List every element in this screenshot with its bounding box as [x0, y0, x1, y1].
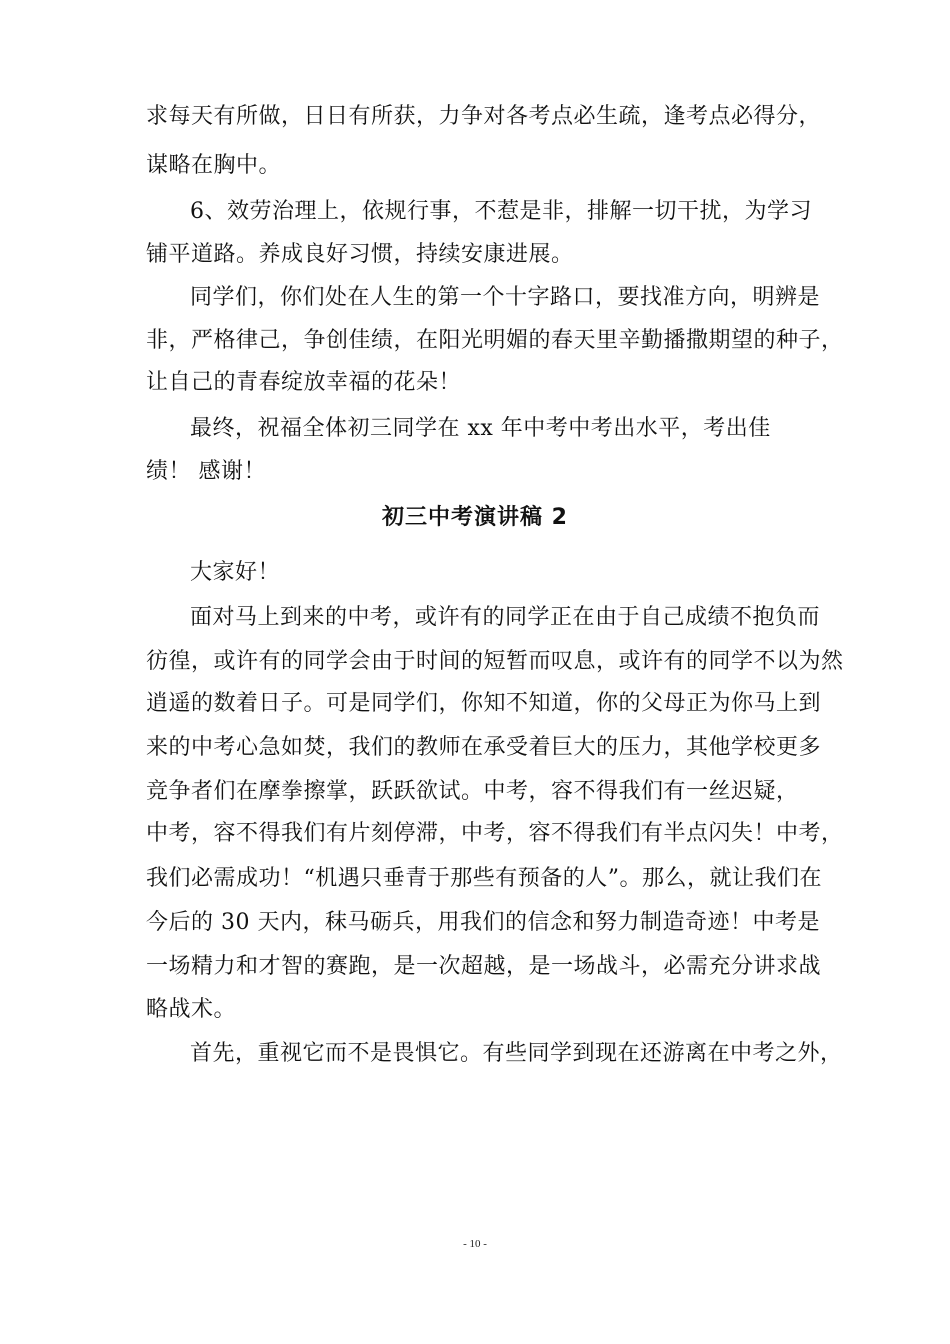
- text-line: 谋略在胸中。: [146, 153, 282, 178]
- text-line: 6、效劳治理上，依规行事，不惹是非，排解一切干扰，为学习: [190, 199, 812, 224]
- text-line: 彷徨，或许有的同学会由于时间的短暂而叹息，或许有的同学不以为然: [146, 649, 844, 674]
- text-line: 首先，重视它而不是畏惧它。有些同学到现在还游离在中考之外，: [190, 1041, 843, 1066]
- text-line: 一场精力和才智的赛跑，是一次超越，是一场战斗，必需充分讲求战: [146, 954, 822, 979]
- text-line: 中考，容不得我们有片刻停滞，中考，容不得我们有半点闪失！中考，: [146, 821, 844, 846]
- text-line: 来的中考心急如焚，我们的教师在承受着巨大的压力，其他学校更多: [146, 735, 822, 760]
- text-line: 竞争者们在摩拳擦掌，跃跃欲试。中考，容不得我们有一丝迟疑，: [146, 779, 799, 804]
- text-line: 逍遥的数着日子。可是同学们，你知不知道，你的父母正为你马上到: [146, 691, 822, 716]
- text-line: 同学们，你们处在人生的第一个十字路口，要找准方向，明辨是: [190, 285, 821, 310]
- text-line: 大家好！: [190, 560, 281, 585]
- text-line: 铺平道路。养成良好习惯，持续安康进展。: [146, 242, 574, 267]
- text-line: 面对马上到来的中考，或许有的同学正在由于自己成绩不抱负而: [190, 605, 821, 630]
- page-number: - 10 -: [463, 1238, 487, 1250]
- text-line: 让自己的青春绽放幸福的花朵！: [146, 370, 462, 395]
- text-line: 非，严格律己，争创佳绩，在阳光明媚的春天里辛勤播撒期望的种子，: [146, 328, 844, 353]
- text-line: 绩！ 感谢！: [146, 459, 266, 484]
- text-line: 今后的 30 天内，秣马砺兵，用我们的信念和努力制造奇迹！中考是: [146, 910, 820, 935]
- section-title: 初三中考演讲稿 2: [382, 505, 568, 530]
- text-line: 最终，祝福全体初三同学在 xx 年中考中考出水平，考出佳: [190, 416, 771, 441]
- text-line: 略战术。: [146, 997, 237, 1022]
- text-line: 我们必需成功！“机遇只垂青于那些有预备的人”。那么，就让我们在: [146, 866, 822, 891]
- text-line: 求每天有所做，日日有所获，力争对各考点必生疏，逢考点必得分，: [146, 104, 822, 129]
